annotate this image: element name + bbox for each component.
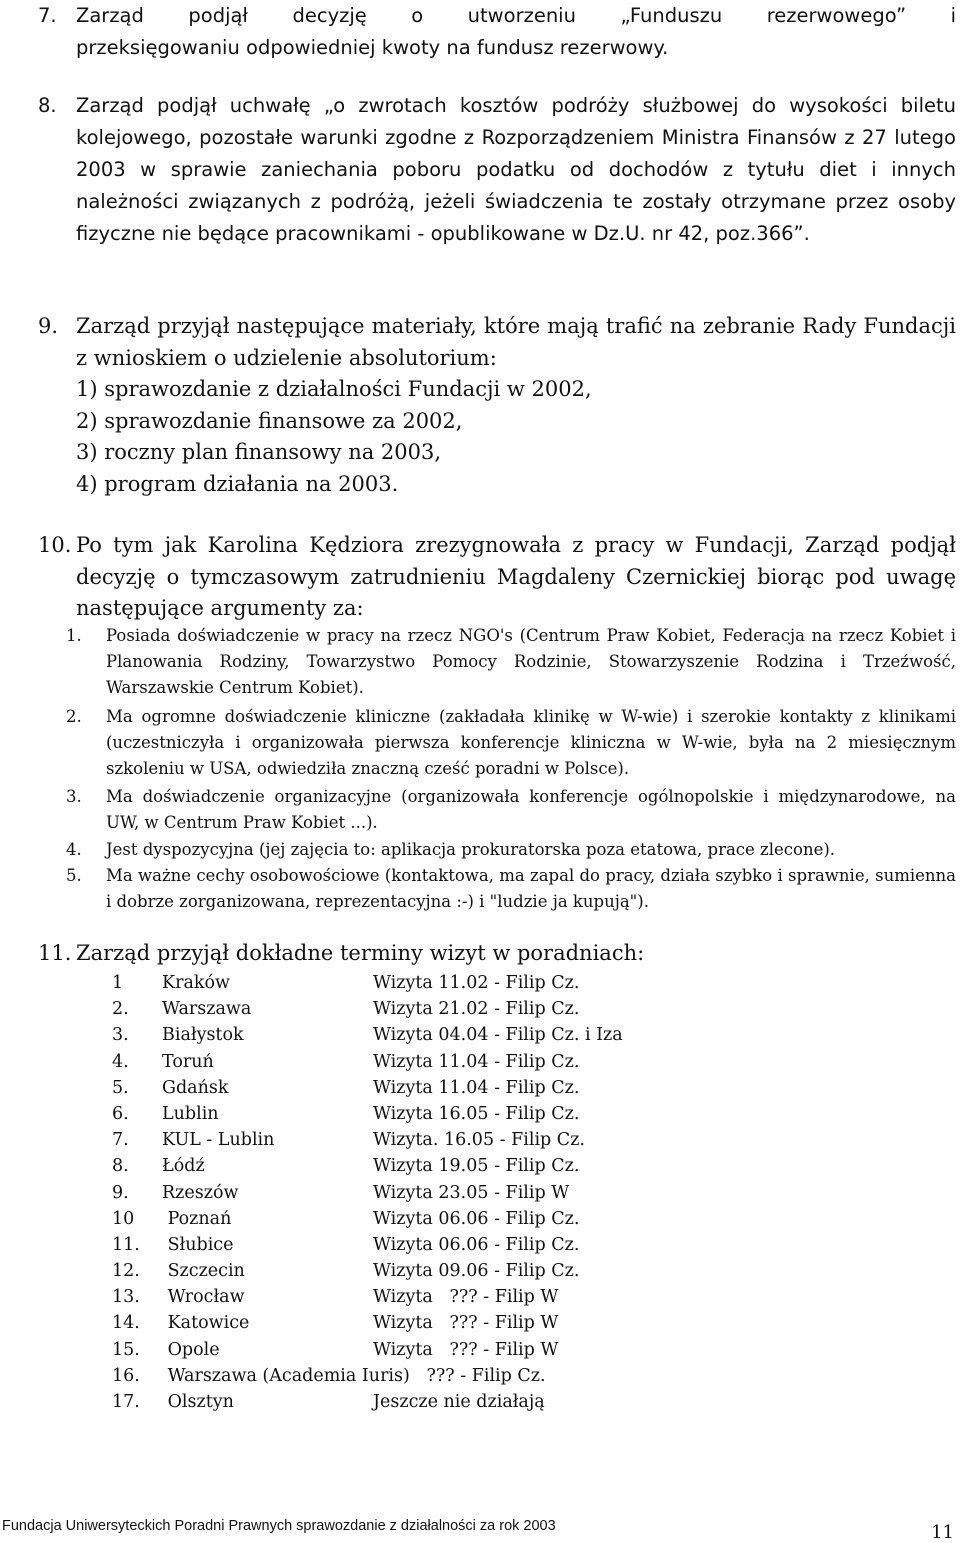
- item-11: [38, 938, 956, 970]
- list-item: 1) sprawozdanie z działalności Fundacji w 2002,: [76, 377, 592, 401]
- item-8: [38, 90, 956, 250]
- item-10-arguments: [66, 623, 956, 915]
- list-item: 4. Jest dyspozycyjna (jej zajęcia to: aplikacja prokuratorska poza etatowa, prace zlecone).: [66, 839, 836, 859]
- item-9-materials-list: [76, 374, 956, 500]
- item-8-number: 8.: [38, 94, 57, 117]
- page-number: 11: [931, 1522, 954, 1543]
- list-item: 1. Posiada doświadczenie w pracy na rzecz NGO's (Centrum Praw Kobiet, Federacja na rzecz Kobiet i Planowania Rodziny, Towarzystwo Pomocy Rodzinie, Stowarzyszenie Rodzina i Trzeźwość, Warszawskie Centrum Kobiet).: [66, 626, 956, 698]
- item-10-intro: Po tym jak Karolina Kędziora zrezygnowała z pracy w Fundacji, Zarząd podjął decyzję o tymczasowym zatrudnieniu Magdaleny Czernickiej biorąc pod uwagę następujące argumenty za:: [76, 533, 956, 620]
- list-item: 2) sprawozdanie finansowe za 2002,: [76, 408, 463, 433]
- item-8-text: Zarząd podjął uchwałę „o zwrotach kosztów podróży służbowej do wysokości biletu kolejowego, pozostałe warunki zgodne z Rozporządzeniem Ministra Finansów z 27 lutego 2003 w sprawie zaniechania poboru podatku od dochodów z tytułu diet i innych należności związanych z podróżą, jeżeli świadczenia te zostały otrzymane przez osoby fizyczne nie będące pracownikami - opublikowane w Dz.U. nr 42, poz.366”.: [76, 94, 956, 245]
- list-item: 3. Ma doświadczenie organizacyjne (organizowała konferencje ogólnopolskie i międzynarodowe, na UW, w Centrum Praw Kobiet ...).: [66, 787, 956, 833]
- list-item: 3) roczny plan finansowy na 2003,: [76, 440, 442, 464]
- list-item: 4) program działania na 2003.: [76, 471, 399, 496]
- item-7-line-1: Zarząd podjął decyzję o utworzeniu „Funduszu rezerwowego” i: [76, 4, 956, 27]
- item-9: [38, 311, 956, 500]
- item-9-number: 9.: [38, 314, 59, 338]
- item-10-number: 10.: [38, 533, 72, 557]
- page-footer: Fundacja Uniwersyteckich Poradni Prawnych sprawozdanie z działalności za rok 2003: [2, 1518, 556, 1534]
- item-10: [38, 530, 956, 625]
- list-item: 5. Ma ważne cechy osobowościowe (kontaktowa, ma zapal do pracy, działa szybko i sprawnie, sumienna i dobrze zorganizowana, reprezentacyjna :-) i "ludzie ja kupują").: [66, 865, 956, 912]
- item-11-number: 11.: [38, 941, 72, 965]
- item-7: [38, 0, 956, 64]
- item-7-number: 7.: [38, 4, 57, 27]
- item-11-intro: Zarząd przyjął dokładne terminy wizyt w poradniach:: [76, 941, 645, 965]
- list-item: 2. Ma ogromne doświadczenie kliniczne (zakładała klinikę w W-wie) i szerokie kontakty z klinikami (uczestniczyła i organizowała pierwsza konferencje kliniczna w W-wie, była na 2 miesięcznym szkoleniu w USA, odwiedziła znaczną cześć poradni w Polsce).: [66, 706, 956, 779]
- document-page: 7. Zarząd podjął decyzję o utworzeniu „Funduszu rezerwowego” i przeksięgowaniu odpowiedniej kwoty na fundusz rezerwowy. 8. Zarząd podjął uchwałę „o zwrotach kosztów podróży służbowej do wysokości biletu kolejowego, pozostałe warunki zgodne z Rozporządzeniem Ministra Finansów z 27 lutego 2003 w sprawie zaniechania poboru podatku od dochodów z tytułu diet i innych należności związanych z podróżą, jeżeli świadczenia te zostały otrzymane przez osoby fizyczne nie będące pracownikami - opublikowane w Dz.U. nr 42, poz.366”. 9. Zarząd przyjął następujące materiały, które mają trafić na zebranie Rady Fundacji z wnioskiem o udzielenie absolutorium: 1) sprawozdanie z działalności Fundacji w 2002, 2) sprawozdanie finansowe za 2002, 3) roczny plan finansowy na 2003, 4) program działania na 2003. 10. Po tym jak Karolina Kędziora zrezygnowała z pracy w Fundacji, Zarząd podjął decyzję o tymczasowym zatrudnieniu Magdaleny Czernickiej biorąc pod uwagę następujące argumenty za: 1. Posiada doświadczenie w pracy na rzecz NGO's (Centrum Praw Kobiet, Federacja na rzecz Kobiet i Planowania Rodziny, Towarzystwo Pomocy Rodzinie, Stowarzyszenie Rodzina i Trzeźwość, Warszawskie Centrum Kobiet). 2. Ma ogromne doświadczenie kliniczne (zakładała klinikę w W-wie) i szerokie kontakty z klinikami (uczestniczyła i organizowała pierwsza konferencje kliniczna w W-wie, była na 2 miesięcznym szkoleniu w USA, odwiedziła znaczną cześć poradni w Polsce). 3. Ma doświadczenie organizacyjne (organizowała konferencje ogólnopolskie i międzynarodowe, na UW, w Centrum Praw Kobiet ...). 4. Jest dyspozycyjna (jej zajęcia to: aplikacja prokuratorska poza etatowa, prace zlecone). 5. Ma ważne cechy osobowościowe (kontaktowa, ma zapal do pracy, działa szybko i sprawnie, sumienna i dobrze zorganizowana, reprezentacyjna :-) i "ludzie ja kupują"). 11. Zarząd przyjął dokładne terminy wizyt w poradniach: 1 Kraków Wizyta 11.02 - Filip Cz. 2. Warszawa Wizyta 21.02 - Filip Cz. 3. Białystok Wizyta 04.04 - Filip Cz. i Iza 4. Toruń Wizyta 11.04 - Filip Cz. 5. Gdańsk Wizyta 11.04 - Filip Cz. 6. Lublin Wizyta 16.05 - Filip Cz. 7. KUL - Lublin Wizyta. 16.05 - Filip Cz. 8. Łódź Wizyta 19.05 - Filip Cz. 9. Rzeszów Wizyta 23.05 - Filip W 10 Poznań Wizyta 06.06 - Filip Cz. 11. Słubice Wizyta 06.06 - Filip Cz. 12. Szczecin Wizyta 09.06 - Filip Cz. 13. Wrocław Wizyta ??? - Filip W 14. Katowice Wizyta ??? - Filip W 15. Opole Wizyta ??? - Filip W 16. Warszawa (Academia Iuris) ??? - Filip Cz. 17. Olsztyn Jeszcze nie działają Fundacja Uniwersyteckich Poradni Prawnych sprawozdanie z działalności za rok 2003 11: [0, 0, 960, 1539]
- item-9-intro: Zarząd przyjął następujące materiały, które mają trafić na zebranie Rady Fundacji z wnioskiem o udzielenie absolutorium:: [76, 314, 956, 370]
- item-7-text: [76, 0, 956, 64]
- item-7-line-2: przeksięgowaniu odpowiedniej kwoty na fundusz rezerwowy.: [76, 36, 669, 59]
